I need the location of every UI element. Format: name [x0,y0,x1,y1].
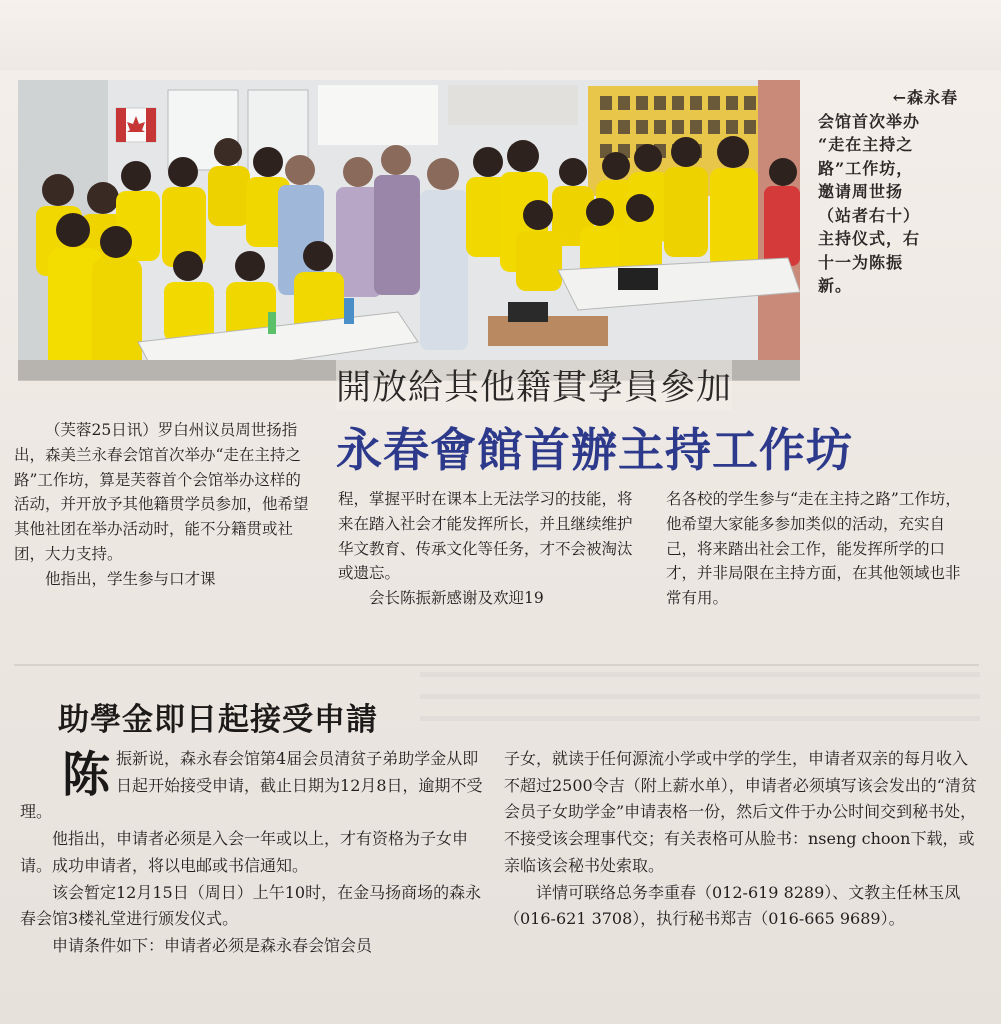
paragraph: 名各校的学生参与“走在主持之路”工作坊，他希望大家能多参加类似的活动，充实自己，将来踏出社会工作，能发挥所学的口才，并非局限在主持方面，在其他领域也非常有用。 [666,490,961,608]
paragraph: 会长陈振新感谢及欢迎19 [369,589,544,608]
paragraph: 详情可联络总务李重春（012-619 8289）、文教主任林玉凤（016-621 3708），执行秘书郑吉（016-665 9689）。 [504,882,961,929]
article1-column-1 [14,418,314,592]
paragraph: 他指出，学生参与口才课 [45,569,216,588]
caption-line: 新。 [818,276,853,295]
article1-column-3 [666,487,972,611]
caption-line: （站者右十） [818,205,921,225]
article-kicker: 開放給其他籍貫學員參加 [336,360,732,410]
group-photo [18,80,800,381]
paragraph: 子女，就读于任何源流小学或中学的学生，申请者双亲的每月收入不超过2500令吉（附上薪水单），申请者必须填写该会发出的“清贫会员子女助学金”申请表格一份，然后文件于办公时间交到秘书处，不接受该会理事代交；有关表格可从脸书：nseng choon下载，或亲临该会秘书处索取。 [504,749,977,875]
paragraph: （芙蓉25日讯）罗白州议员周世扬指出，森美兰永春会馆首次举办“走在主持之路”工作坊，算是芙蓉首个会馆举办这样的活动，并开放予其他籍贯学员参加，他希望其他社团在举办活动时，能不分籍贯或社团，大力支持。 [14,421,309,563]
section-divider [14,664,979,666]
caption-line: 路”工作坊， [818,158,914,178]
caption-line: ←森永春 [892,88,958,107]
caption-line: “走在主持之 [818,135,914,154]
bleed-through-text [420,672,980,732]
drop-cap: 陈 [62,747,111,803]
paragraph-text: 振新说，森永春会馆第4届会员清贫子弟助学金从即日起开始接受申请，截止日期为12月8日，逾期不受理。 [20,749,483,822]
caption-line: 邀请周世扬 [818,182,904,201]
paragraph: 程，掌握平时在课本上无法学习的技能，将来在踏入社会才能发挥所长，并且继续维护华文教育、传承文化等任务，才不会被淘汰或遗忘。 [338,490,633,583]
article2-column-2 [504,746,979,933]
article2-column-1 [20,746,490,960]
paragraph: 申请条件如下：申请者必须是森永春会馆会员 [52,935,373,955]
page-top-margin [0,0,1001,70]
article1-column-2 [338,487,638,611]
article2-headline: 助學金即日起接受申請 [58,702,378,738]
article-headline: 永春會館首辦主持工作坊 [336,423,853,477]
caption-line: 主持仪式，右 [818,229,921,248]
caption-line: 十一为陈振 [818,252,904,272]
photo-caption [818,86,958,298]
paragraph: 该会暂定12月15日（周日）上午10时，在金马扬商场的森永春会馆3楼礼堂进行颁发仪式。 [20,882,482,929]
caption-line: 会馆首次举办 [818,111,921,131]
paragraph: 他指出，申请者必须是入会一年或以上，才有资格为子女申请。成功申请者，将以电邮或书信通知。 [20,829,469,875]
paragraph [20,746,490,826]
